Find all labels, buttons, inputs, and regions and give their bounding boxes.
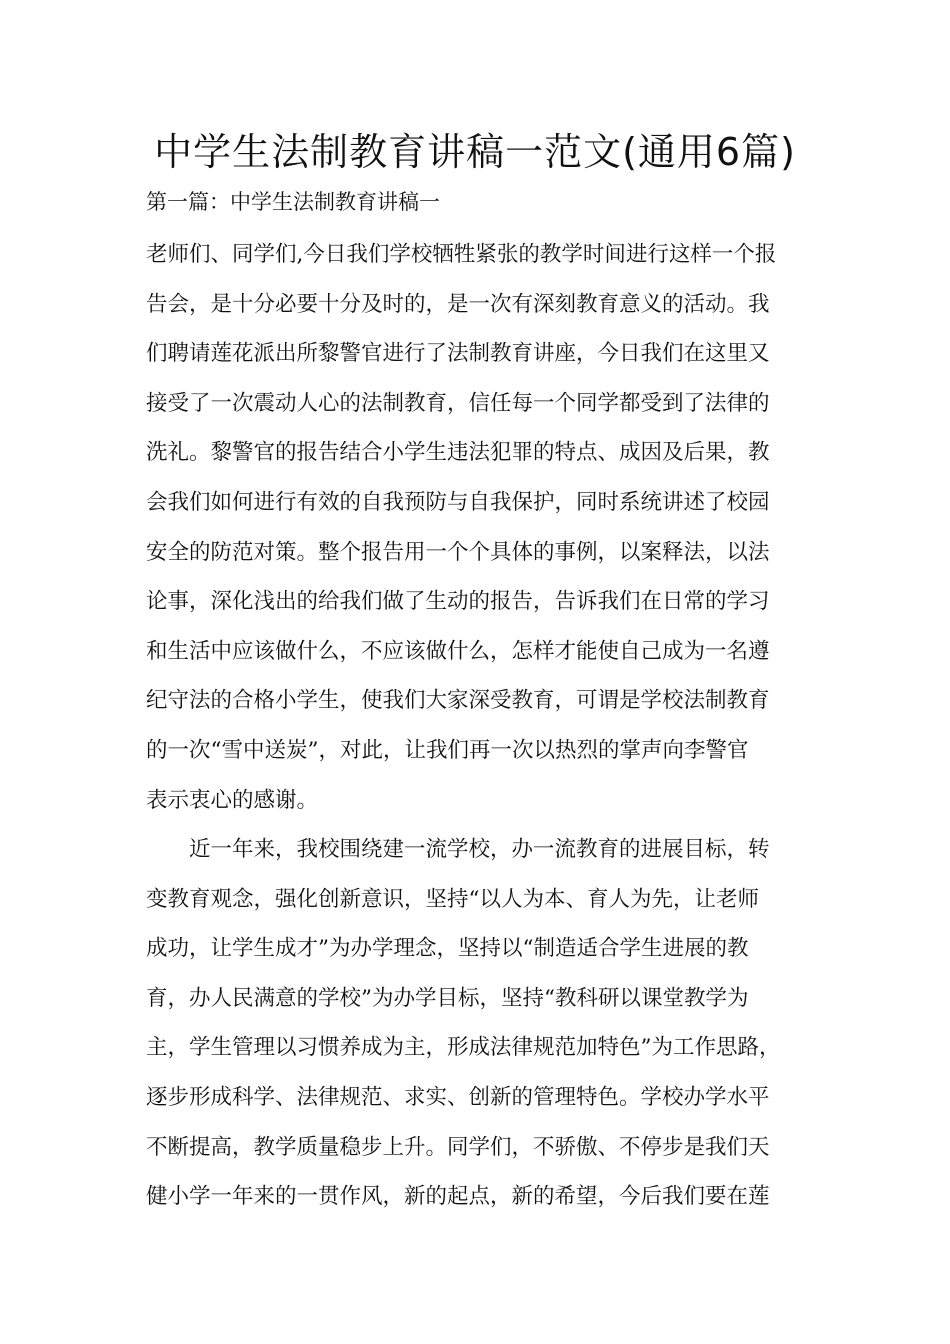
text-line: 告会，是十分必要十分及时的，是一次有深刻教育意义的活动。我 (146, 291, 770, 317)
text-line: 接受了一次震动人心的法制教育，信任每一个同学都受到了法律的 (146, 390, 770, 416)
text-line: 安全的防范对策。整个报告用一个个具体的事例，以案释法，以法 (146, 539, 770, 565)
paragraph-1 (146, 230, 826, 825)
text-line: 洗礼。黎警官的报告结合小学生违法犯罪的特点、成因及后果，教 (146, 440, 770, 466)
text-line: 主，学生管理以习惯养成为主，形成法律规范加特色”为工作思路， (146, 1035, 781, 1061)
section-heading: 第一篇：中学生法制教育讲稿一 (146, 190, 440, 214)
text-line: 论事，深化浅出的给我们做了生动的报告，告诉我们在日常的学习 (146, 589, 770, 615)
text-line: 近一年来，我校围绕建一流学校，办一流教育的进展目标，转 (146, 837, 770, 862)
text-line: 和生活中应该做什么，不应该做什么，怎样才能使自己成为一名遵 (146, 638, 770, 664)
text-line: 不断提高，教学质量稳步上升。同学们，不骄傲、不停步是我们天 (146, 1134, 770, 1160)
text-line: 会我们如何进行有效的自我预防与自我保护，同时系统讲述了校园 (146, 489, 770, 515)
document-title: 中学生法制教育讲稿一范文(通用6篇) (154, 130, 796, 174)
text-line: 变教育观念，强化创新意识，坚持“以人为本、育人为先，让老师 (146, 886, 759, 912)
text-line: 健小学一年来的一贯作风，新的起点，新的希望，今后我们要在莲 (146, 1184, 770, 1210)
text-line: 的一次“雪中送炭”，对此，让我们再一次以热烈的掌声向李警官 (146, 737, 749, 763)
text-line: 育，办人民满意的学校”为办学目标，坚持“教科研以课堂教学为 (146, 985, 749, 1011)
text-line: 们聘请莲花派出所黎警官进行了法制教育讲座，今日我们在这里又 (146, 341, 770, 367)
text-line: 老师们、同学们,今日我们学校牺牲紧张的教学时间进行这样一个报 (146, 242, 777, 267)
text-line: 成功，让学生成才”为办学理念，坚持以“制造适合学生进展的教 (146, 936, 749, 962)
text-line: 纪守法的合格小学生，使我们大家深受教育，可谓是学校法制教育 (146, 688, 770, 714)
text-line: 逐步形成科学、法律规范、求实、创新的管理特色。学校办学水平 (146, 1084, 770, 1110)
text-line: 表示衷心的感谢。 (146, 787, 319, 813)
paragraph-2 (146, 825, 826, 1222)
